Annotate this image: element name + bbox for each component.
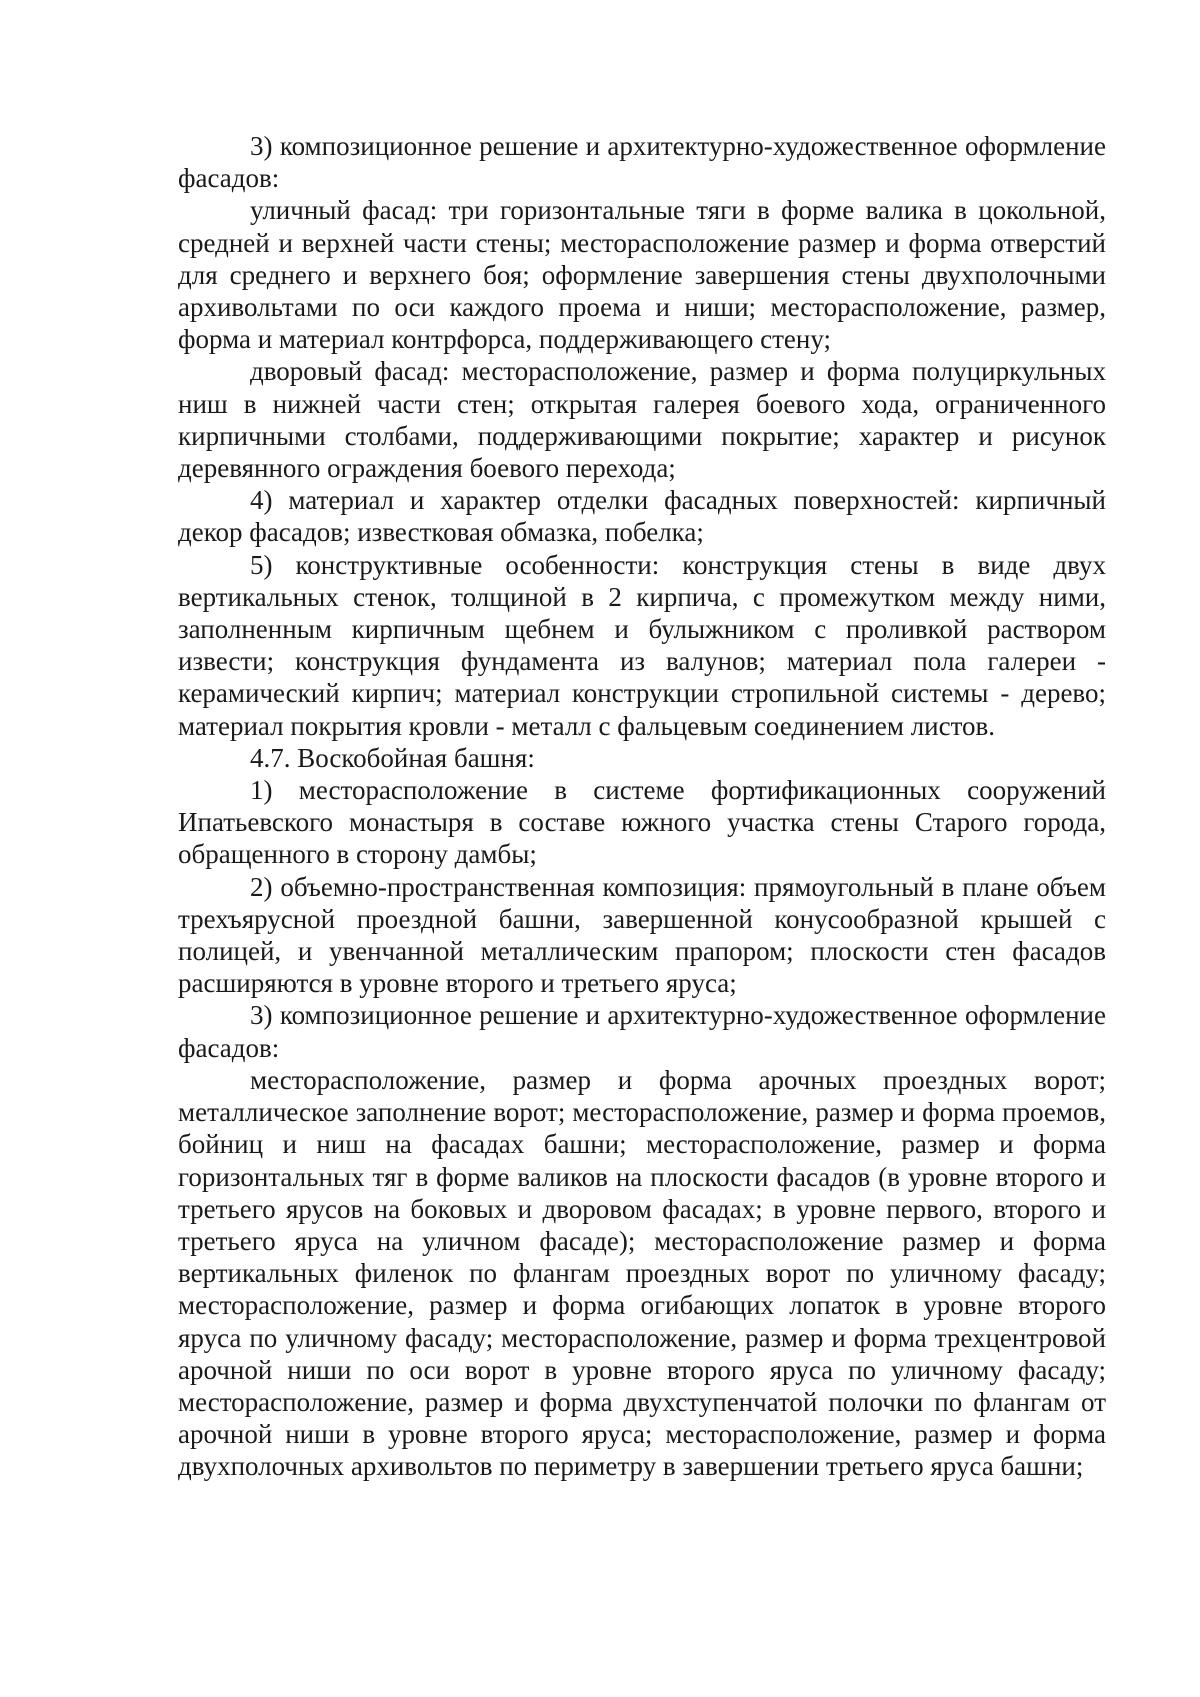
paragraph-location: 1) месторасположение в системе фортификационных сооружений Ипатьевского монастыря в составе южного участка стены Старого города, обращенного в сторону дамбы; (178, 775, 1106, 870)
paragraph-courtyard-facade: дворовый фасад: месторасположение, размер и форма полуциркульных ниш в нижней части стен; открытая галерея боевого хода, ограниченного кирпичными столбами, поддерживающими покрытие; характер и рисунок деревянного ограждения боевого перехода; (178, 356, 1106, 484)
paragraph-facade-composition-2: 3) композиционное решение и архитектурно-художественное оформление фасадов: (178, 1000, 1106, 1063)
paragraph-street-facade: уличный фасад: три горизонтальные тяги в форме валика в цокольной, средней и верхней части стены; месторасположение размер и форма отверстий для среднего и верхнего боя; оформление завершения стены двухполочными архивольтами по оси каждого проема и ниши; месторасположение, размер, форма и материал контрфорса, поддерживающего стену; (178, 195, 1106, 355)
paragraph-structural-features: 5) конструктивные особенности: конструкция стены в виде двух вертикальных стенок, толщиной в 2 кирпича, с промежутком между ними, заполненным кирпичным щебнем и булыжником с проливкой раствором извести; конструкция фундамента из валунов; материал пола галереи - керамический кирпич; материал конструкции стропильной системы - дерево; материал покрытия кровли - металл с фальцевым соединением листов. (178, 549, 1106, 741)
paragraph-tower-facade-details: месторасположение, размер и форма арочных проездных ворот; металлическое заполнение ворот; месторасположение, размер и форма проемов, бойниц и ниш на фасадах башни; месторасположение, размер и форма горизонтальных тяг в форме валиков на плоскости фасадов (в уровне второго и третьего ярусов на боковых и дворовом фасадах; в уровне первого, второго и третьего яруса на уличном фасаде); месторасположение размер и форма вертикальных филенок по флангам проездных ворот по уличному фасаду; месторасположение, размер и форма огибающих лопаток в уровне второго яруса по уличному фасаду; месторасположение, размер и форма трехцентровой арочной ниши по оси ворот в уровне второго яруса по уличному фасаду; месторасположение, размер и форма двухступенчатой полочки по флангам от арочной ниши в уровне второго яруса; месторасположение, размер и форма двухполочных архивольтов по периметру в завершении третьего яруса башни; (178, 1064, 1106, 1482)
document-body (178, 130, 1106, 1483)
paragraph-facade-composition-1: 3) композиционное решение и архитектурно-художественное оформление фасадов: (178, 131, 1106, 194)
section-heading-voskoboynaya-tower: 4.7. Воскобойная башня: (250, 742, 535, 773)
paragraph-volume-composition: 2) объемно-пространственная композиция: прямоугольный в плане объем трехъярусной проездной башни, завершенной конусообразной крышей с полицей, и увенчанной металлическим прапором; плоскости стен фасадов расширяются в уровне второго и третьего яруса; (178, 871, 1106, 999)
paragraph-materials-finish: 4) материал и характер отделки фасадных поверхностей: кирпичный декор фасадов; известковая обмазка, побелка; (178, 485, 1106, 548)
